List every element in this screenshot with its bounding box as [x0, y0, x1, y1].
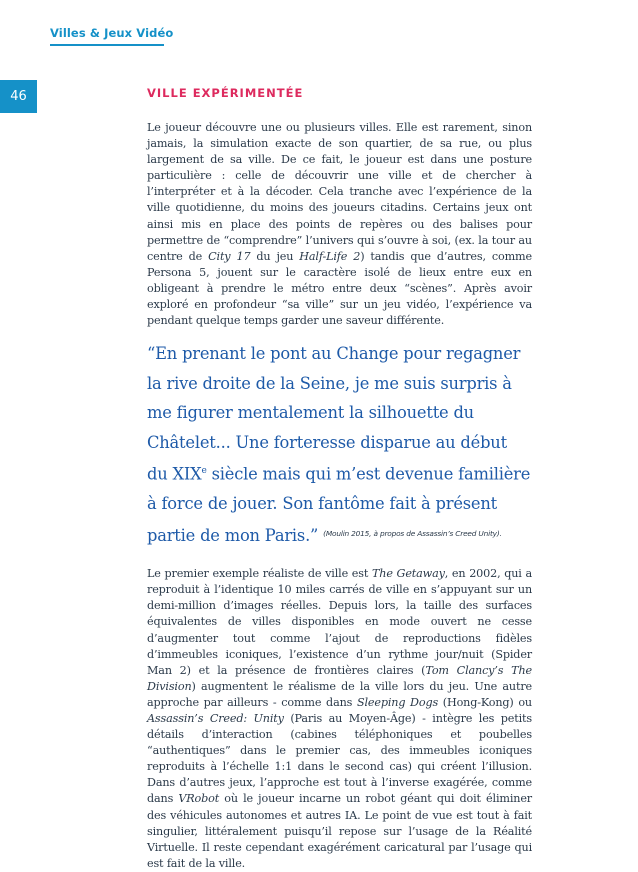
superscript: e [201, 466, 207, 477]
paragraph-text: Le premier exemple réaliste de ville est [147, 567, 372, 581]
game-title: VRobot [178, 792, 220, 806]
paragraph-intro [147, 120, 532, 329]
game-title: Tom Clancy’s The Division [147, 663, 532, 693]
game-title: City 17 [208, 249, 251, 263]
section-title: VILLE EXPÉRIMENTÉE [147, 86, 304, 100]
paragraph-text: Le joueur découvre une ou plusieurs villes. Elle est rarement, sinon jamais, la simulation exacte de son quartier, de sa rue, ou plus largement de sa ville. De ce fait, le joueur est dans une posture particulière : celle de découvrir une ville et de chercher à l’interpréter et à la décoder. Cela tranche avec l’expérience de la ville quotidienne, du moins des joueurs citadins. Certains jeux ont ainsi mis en place des points de repères ou des balises pour permettre de “comprendre” l’univers qui s’ouvre à soi, (ex. la tour au centre de [147, 121, 532, 263]
pull-quote [147, 339, 532, 550]
paragraph-text: du jeu [250, 249, 300, 263]
paragraph-text: (Hong-Kong) ou [438, 695, 532, 709]
header-rule [50, 44, 164, 46]
quote-text: siècle mais qui m’est devenue familière à force de jouer. Son fantôme fait à présent partie de mon Paris.” [147, 464, 531, 545]
paragraph-examples [147, 566, 532, 872]
quote-citation: (Moulin 2015, à propos de Assassin’s Creed Unity). [323, 528, 502, 538]
main-content [147, 86, 532, 872]
game-title: Sleeping Dogs [356, 695, 439, 709]
paragraph-text: , en 2002, qui a reproduit à l’identique 10 miles carrés de ville en s’appuyant sur un demi-million d’images réelles. Depuis lors, la taille des surfaces équivalentes de villes disponibles en mode ouvert ne cesse d’augmenter tout comme l’ajout de reproductions fidèles d’immeubles iconiques, l’existence d’un rythme jour/nuit (Spider Man 2) et la présence de frontières claires ( [147, 567, 532, 677]
page-number: 46 [0, 80, 37, 113]
quote-text: “En prenant le pont au Change pour regagner la rive droite de la Seine, je me suis surpris à me figurer mentalement la silhouette du Châtelet... Une forteresse disparue au début du XIX [147, 344, 521, 484]
paragraph-text: ) tandis que d’autres, comme Persona 5, jouent sur le caractère isolé de lieux entre eux en obligeant à prendre le métro entre deux “scènes”. Après avoir exploré en profondeur “sa ville” sur un jeu vidéo, l’expérience va pendant quelque temps garder une saveur différente. [147, 249, 532, 328]
running-title: Villes & Jeux Vidéo [50, 26, 174, 40]
game-title: Half-Life 2 [299, 249, 361, 263]
paragraph-text: (Paris au Moyen-Âge) - intègre les petits détails d’interaction (cabines téléphoniques et poubelles “authentiques” dans le premier cas, des immeubles iconiques reproduits à l’échelle 1:1 dans le second cas) qui créent l’illusion. Dans d’autres jeux, l’approche est tout à l’inverse exagérée, comme dans [147, 711, 532, 806]
paragraph-text: où le joueur incarne un robot géant qui doit éliminer des véhicules autonomes et autres IA. Le point de vue est tout à fait singulier, littéralement puisqu’il repose sur l’usage de la Réalité Virtuelle. Il reste cependant exagérément caricatural par l’usage qui est fait de la ville. [147, 792, 532, 870]
game-title: The Getaway [371, 567, 445, 581]
paragraph-text: ) augmentent le réalisme de la ville lors du jeu. Une autre approche par ailleurs - comme dans [147, 679, 532, 709]
game-title: Assassin’s Creed: Unity [147, 711, 284, 725]
